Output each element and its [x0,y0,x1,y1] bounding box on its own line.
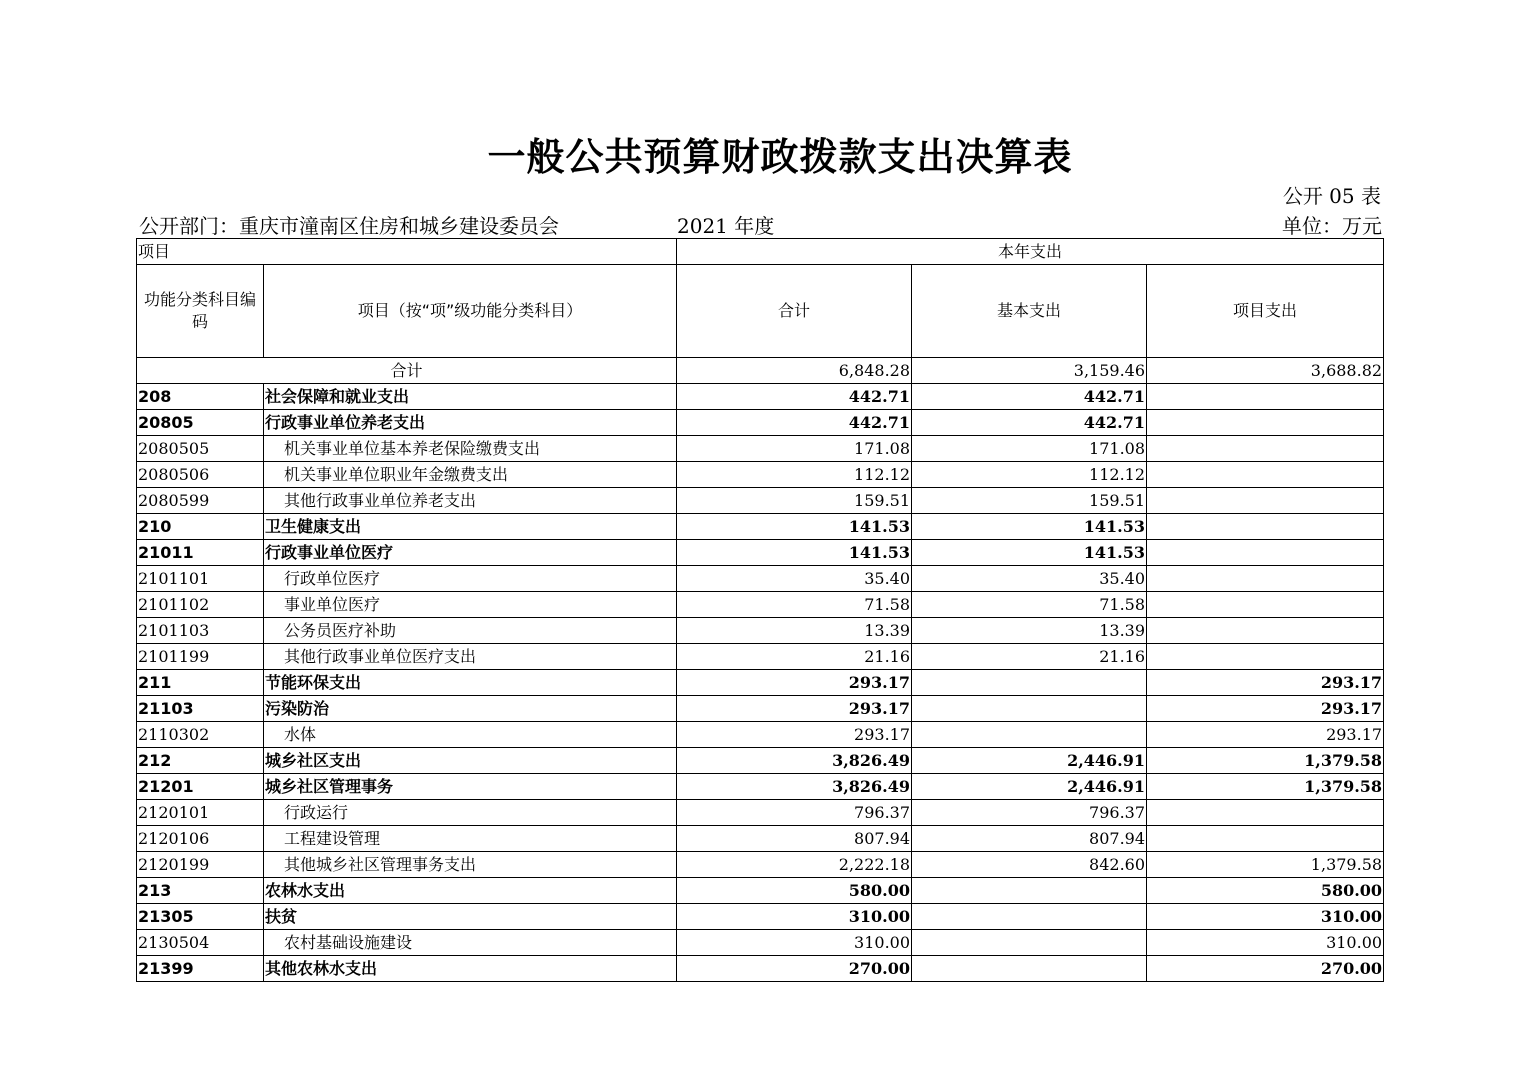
row-total: 293.17 [677,722,912,748]
row-name: 机关事业单位职业年金缴费支出 [264,462,677,488]
row-code: 21011 [137,540,264,566]
table-row [137,852,1384,878]
row-code: 2120106 [137,826,264,852]
row-code: 2080599 [137,488,264,514]
row-name: 行政运行 [264,800,677,826]
row-basic: 141.53 [912,540,1147,566]
table-row [137,826,1384,852]
row-name: 行政单位医疗 [264,566,677,592]
row-project [1147,592,1384,618]
row-basic: 442.71 [912,410,1147,436]
row-project: 1,379.58 [1147,852,1384,878]
row-code: 2080505 [137,436,264,462]
row-total: 71.58 [677,592,912,618]
table-row [137,410,1384,436]
row-code: 2120101 [137,800,264,826]
row-code: 2101102 [137,592,264,618]
row-name: 其他行政事业单位养老支出 [264,488,677,514]
row-code: 2110302 [137,722,264,748]
row-total: 2,222.18 [677,852,912,878]
row-name: 公务员医疗补助 [264,618,677,644]
table-row [137,956,1384,982]
row-total: 3,826.49 [677,774,912,800]
row-basic: 796.37 [912,800,1147,826]
row-total: 310.00 [677,904,912,930]
unit-label: 单位：万元 [1282,214,1382,238]
row-basic: 159.51 [912,488,1147,514]
row-total: 3,826.49 [677,748,912,774]
row-basic: 2,446.91 [912,748,1147,774]
table-row [137,384,1384,410]
form-number: 公开 05 表 [1282,184,1381,208]
table-row [137,904,1384,930]
table-row [137,774,1384,800]
row-project [1147,410,1384,436]
row-project: 270.00 [1147,956,1384,982]
table-row [137,462,1384,488]
header-total: 合计 [677,265,912,358]
row-basic: 71.58 [912,592,1147,618]
row-name: 农林水支出 [264,878,677,904]
total-project: 3,688.82 [1147,358,1384,384]
row-code: 21103 [137,696,264,722]
row-code: 213 [137,878,264,904]
department-label: 公开部门：重庆市潼南区住房和城乡建设委员会 [139,214,559,238]
row-total: 580.00 [677,878,912,904]
row-name: 卫生健康支出 [264,514,677,540]
table-row [137,722,1384,748]
budget-table [136,238,1384,982]
table-row [137,930,1384,956]
row-code: 2130504 [137,930,264,956]
row-project [1147,644,1384,670]
header-basic: 基本支出 [912,265,1147,358]
row-name: 工程建设管理 [264,826,677,852]
row-basic: 171.08 [912,436,1147,462]
row-project [1147,540,1384,566]
row-code: 208 [137,384,264,410]
row-basic: 442.71 [912,384,1147,410]
row-name: 城乡社区支出 [264,748,677,774]
header-item-name: 项目（按“项”级功能分类科目） [264,265,677,358]
table-row [137,514,1384,540]
row-code: 2101199 [137,644,264,670]
fiscal-year: 2021 年度 [677,214,775,238]
row-basic: 13.39 [912,618,1147,644]
row-project [1147,436,1384,462]
row-name: 行政事业单位养老支出 [264,410,677,436]
row-code: 211 [137,670,264,696]
row-code: 21399 [137,956,264,982]
row-name: 行政事业单位医疗 [264,540,677,566]
meta-row [137,210,1382,238]
table-row [137,878,1384,904]
row-name: 污染防治 [264,696,677,722]
row-total: 171.08 [677,436,912,462]
table-row [137,566,1384,592]
row-code: 2101103 [137,618,264,644]
header-code: 功能分类科目编码 [137,265,264,358]
row-name: 节能环保支出 [264,670,677,696]
row-name: 事业单位医疗 [264,592,677,618]
row-project: 310.00 [1147,904,1384,930]
row-project [1147,384,1384,410]
row-basic [912,956,1147,982]
row-basic [912,722,1147,748]
row-basic [912,930,1147,956]
row-basic: 35.40 [912,566,1147,592]
row-total: 35.40 [677,566,912,592]
header-project-expense: 项目支出 [1147,265,1384,358]
row-total: 293.17 [677,670,912,696]
row-basic [912,878,1147,904]
row-basic: 112.12 [912,462,1147,488]
row-project [1147,618,1384,644]
row-project: 293.17 [1147,722,1384,748]
row-project: 293.17 [1147,696,1384,722]
row-code: 2120199 [137,852,264,878]
table-row [137,696,1384,722]
row-total: 442.71 [677,384,912,410]
row-code: 210 [137,514,264,540]
row-total: 442.71 [677,410,912,436]
row-basic: 807.94 [912,826,1147,852]
total-amount: 6,848.28 [677,358,912,384]
row-total: 310.00 [677,930,912,956]
row-basic [912,904,1147,930]
row-name: 机关事业单位基本养老保险缴费支出 [264,436,677,462]
row-code: 212 [137,748,264,774]
table-row [137,800,1384,826]
row-total: 159.51 [677,488,912,514]
table-row [137,748,1384,774]
page-title: 一般公共预算财政拨款支出决算表 [487,135,1073,179]
row-name: 其他农林水支出 [264,956,677,982]
row-name: 其他行政事业单位医疗支出 [264,644,677,670]
row-total: 141.53 [677,514,912,540]
total-label: 合计 [137,358,677,384]
row-project: 293.17 [1147,670,1384,696]
table-row [137,436,1384,462]
row-total: 270.00 [677,956,912,982]
table-row [137,644,1384,670]
row-basic [912,670,1147,696]
row-total: 796.37 [677,800,912,826]
row-total: 141.53 [677,540,912,566]
table-row [137,670,1384,696]
row-code: 2080506 [137,462,264,488]
row-total: 21.16 [677,644,912,670]
row-project [1147,514,1384,540]
row-basic: 141.53 [912,514,1147,540]
row-name: 扶贫 [264,904,677,930]
row-project [1147,800,1384,826]
row-project: 580.00 [1147,878,1384,904]
table-row [137,618,1384,644]
row-name: 城乡社区管理事务 [264,774,677,800]
header-current-year: 本年支出 [677,239,1384,265]
table-row [137,488,1384,514]
table-row [137,540,1384,566]
row-project [1147,488,1384,514]
row-basic: 21.16 [912,644,1147,670]
row-name: 其他城乡社区管理事务支出 [264,852,677,878]
header-project: 项目 [137,239,677,265]
row-project: 1,379.58 [1147,748,1384,774]
row-basic: 2,446.91 [912,774,1147,800]
row-project [1147,826,1384,852]
row-name: 农村基础设施建设 [264,930,677,956]
row-project: 310.00 [1147,930,1384,956]
header-row-2 [137,265,1384,358]
row-code: 21201 [137,774,264,800]
row-code: 21305 [137,904,264,930]
row-total: 13.39 [677,618,912,644]
row-total: 293.17 [677,696,912,722]
row-total: 807.94 [677,826,912,852]
row-project [1147,566,1384,592]
row-basic [912,696,1147,722]
total-basic: 3,159.46 [912,358,1147,384]
row-name: 水体 [264,722,677,748]
row-total: 112.12 [677,462,912,488]
row-name: 社会保障和就业支出 [264,384,677,410]
row-project: 1,379.58 [1147,774,1384,800]
row-basic: 842.60 [912,852,1147,878]
total-row [137,358,1384,384]
table-row [137,592,1384,618]
row-code: 20805 [137,410,264,436]
row-code: 2101101 [137,566,264,592]
row-project [1147,462,1384,488]
header-row-1 [137,239,1384,265]
